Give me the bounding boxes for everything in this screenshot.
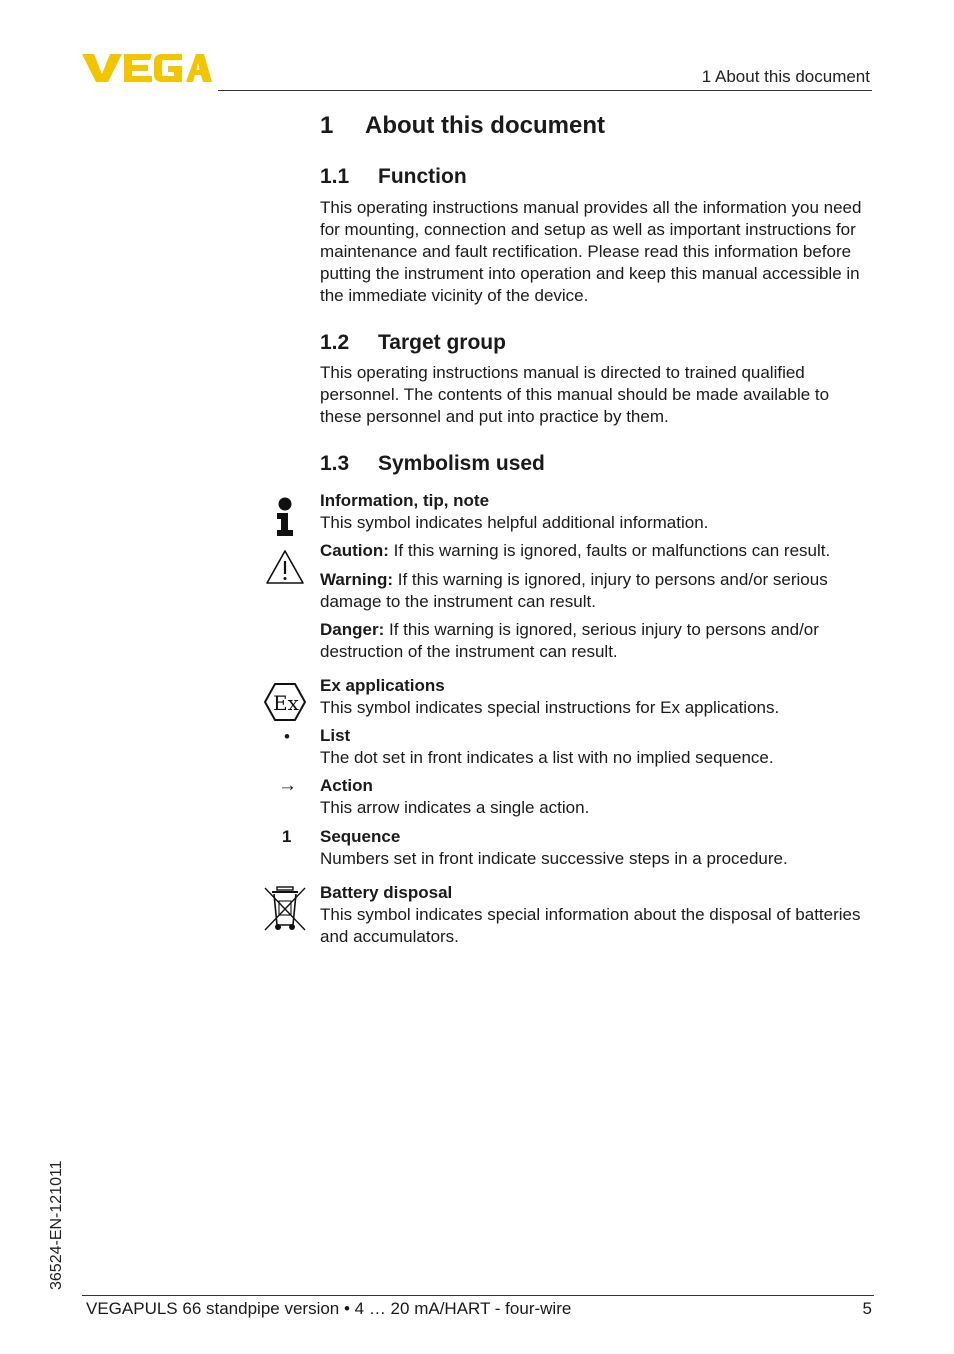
crossed-bin-icon [262, 885, 308, 933]
battery-title: Battery disposal [320, 883, 453, 902]
section-number: 1.2 [320, 331, 350, 354]
warning-triangle-icon [264, 548, 306, 586]
ex-hexagon-icon [263, 682, 307, 722]
list-title: List [320, 726, 351, 745]
sequence-entry [320, 826, 875, 870]
header-divider [218, 90, 872, 91]
ex-entry [320, 675, 875, 719]
section-heading-target-group [320, 331, 875, 355]
section-heading-symbolism [320, 452, 875, 476]
vega-logo [82, 52, 212, 84]
caution-entry [320, 540, 875, 562]
document-code: 36524-EN-121011 [48, 1160, 65, 1290]
danger-text: If this warning is ignored, serious injury to persons and/or destruction of the instrument can result. [320, 620, 819, 661]
warning-text: If this warning is ignored, injury to persons and/or serious damage to the instrument can result. [320, 570, 828, 611]
action-title: Action [320, 776, 373, 795]
section-number: 1.3 [320, 452, 350, 475]
info-icon [274, 496, 296, 538]
info-text: This symbol indicates helpful additional information. [320, 513, 709, 532]
list-entry [320, 725, 875, 769]
caution-text: If this warning is ignored, faults or malfunctions can result. [393, 541, 831, 560]
function-paragraph: This operating instructions manual provides all the information you need for mounting, connection and setup as well as important instructions for maintenance and fault rectification. Please read this information before putting the instrument into operation and keep this manual accessible in the immediate vicinity of the device. [320, 198, 862, 305]
info-title: Information, tip, note [320, 491, 490, 510]
battery-text: This symbol indicates special information about the disposal of batteries and accumulators. [320, 905, 861, 946]
sequence-title: Sequence [320, 827, 401, 846]
danger-entry [320, 619, 875, 663]
battery-entry [320, 882, 875, 948]
sequence-text: Numbers set in front indicate successive steps in a procedure. [320, 849, 788, 868]
sequence-number-symbol: 1 [282, 827, 292, 846]
target-group-paragraph: This operating instructions manual is directed to trained qualified personnel. The contents of this manual should be made available to these personnel and put into practice by them. [320, 363, 830, 426]
list-text: The dot set in front indicates a list with no implied sequence. [320, 748, 774, 767]
ex-text: This symbol indicates special instructions for Ex applications. [320, 698, 780, 717]
footer-divider [82, 1295, 874, 1296]
info-entry [320, 490, 875, 534]
caution-label: Caution: [320, 541, 389, 560]
chapter-title [320, 112, 875, 140]
chapter-number: 1 [320, 112, 334, 139]
action-entry [320, 775, 875, 819]
section-title: Symbolism used [378, 452, 545, 475]
ex-title: Ex applications [320, 676, 445, 695]
action-text: This arrow indicates a single action. [320, 798, 590, 817]
chapter-title-text: About this document [365, 112, 605, 139]
section-title: Function [378, 165, 467, 188]
page-number: 5 [862, 1299, 872, 1318]
running-header: 1 About this document [701, 67, 870, 86]
arrow-symbol: → [278, 775, 297, 796]
svg-text:Ex: Ex [273, 691, 299, 715]
footer-title: VEGAPULS 66 standpipe version • 4 … 20 mA/HART - four-wire [86, 1299, 572, 1318]
warning-entry [320, 569, 875, 613]
section-heading-function [320, 165, 875, 189]
danger-label: Danger: [320, 620, 385, 639]
section-title: Target group [378, 331, 506, 354]
bullet-symbol: • [284, 727, 290, 746]
warning-label: Warning: [320, 570, 394, 589]
section-number: 1.1 [320, 165, 350, 188]
